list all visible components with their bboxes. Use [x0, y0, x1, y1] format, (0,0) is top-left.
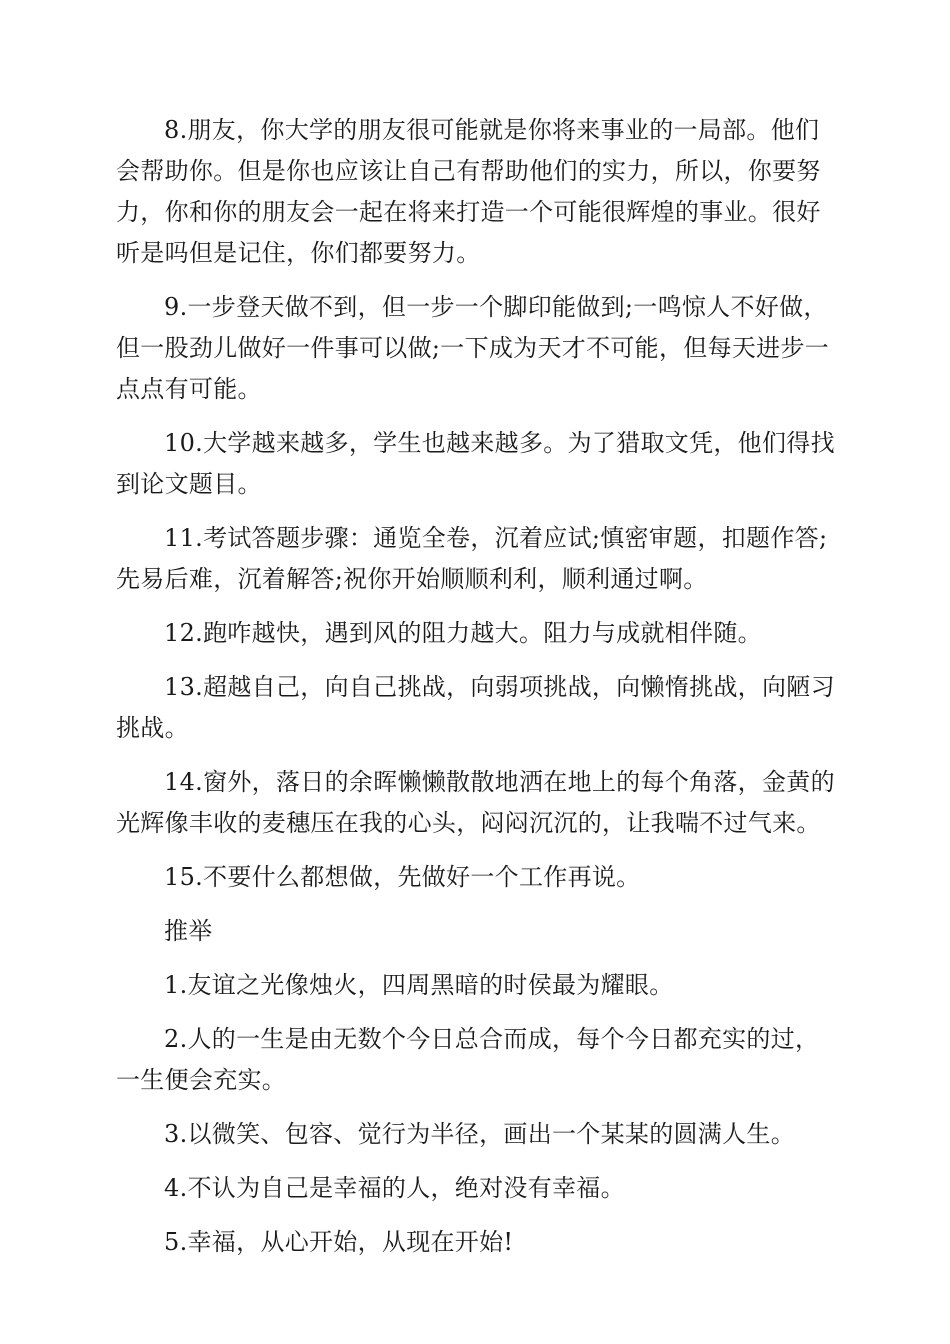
paragraph-14: 14.窗外，落日的余晖懒懒散散地洒在地上的每个角落，金黄的光辉像丰收的麦穗压在我的心头，闷闷沉沉的，让我喘不过气来。 [116, 768, 835, 837]
recommended-item-2: 2.人的一生是由无数个今日总合而成，每个今日都充实的过，一生便会充实。 [116, 1025, 820, 1094]
recommended-item-4: 4.不认为自己是幸福的人，绝对没有幸福。 [164, 1174, 625, 1202]
paragraph-10: 10.大学越来越多，学生也越来越多。为了猎取文凭，他们得找到论文题目。 [116, 429, 835, 498]
paragraph-12: 12.跑咋越快，遇到风的阻力越大。阻力与成就相伴随。 [164, 619, 762, 647]
section-heading: 推举 [164, 917, 213, 945]
paragraph-8: 8.朋友，你大学的朋友很可能就是你将来事业的一局部。他们会帮助你。但是你也应该让自己有帮助他们的实力，所以，你要努力，你和你的朋友会一起在将来打造一个可能很辉煌的事业。很好听是吗但是记住，你们都要努力。 [116, 116, 821, 267]
paragraph-11: 11.考试答题步骤：通览全卷，沉着应试;慎密审题，扣题作答;先易后难，沉着解答;祝你开始顺顺利利，顺利通过啊。 [116, 524, 828, 593]
recommended-item-5: 5.幸福，从心开始，从现在开始! [164, 1228, 514, 1256]
recommended-item-3: 3.以微笑、包容、觉行为半径，画出一个某某的圆满人生。 [164, 1120, 795, 1148]
recommended-item-1: 1.友谊之光像烛火，四周黑暗的时侯最为耀眼。 [164, 971, 674, 999]
paragraph-13: 13.超越自己，向自己挑战，向弱项挑战，向懒惰挑战，向陋习挑战。 [116, 673, 835, 742]
document-body [116, 110, 836, 1276]
paragraph-9: 9.一步登天做不到，但一步一个脚印能做到;一鸣惊人不好做，但一股劲儿做好一件事可以做;一下成为天才不可能，但每天进步一点点有可能。 [116, 293, 830, 403]
paragraph-15: 15.不要什么都想做，先做好一个工作再说。 [164, 863, 641, 891]
